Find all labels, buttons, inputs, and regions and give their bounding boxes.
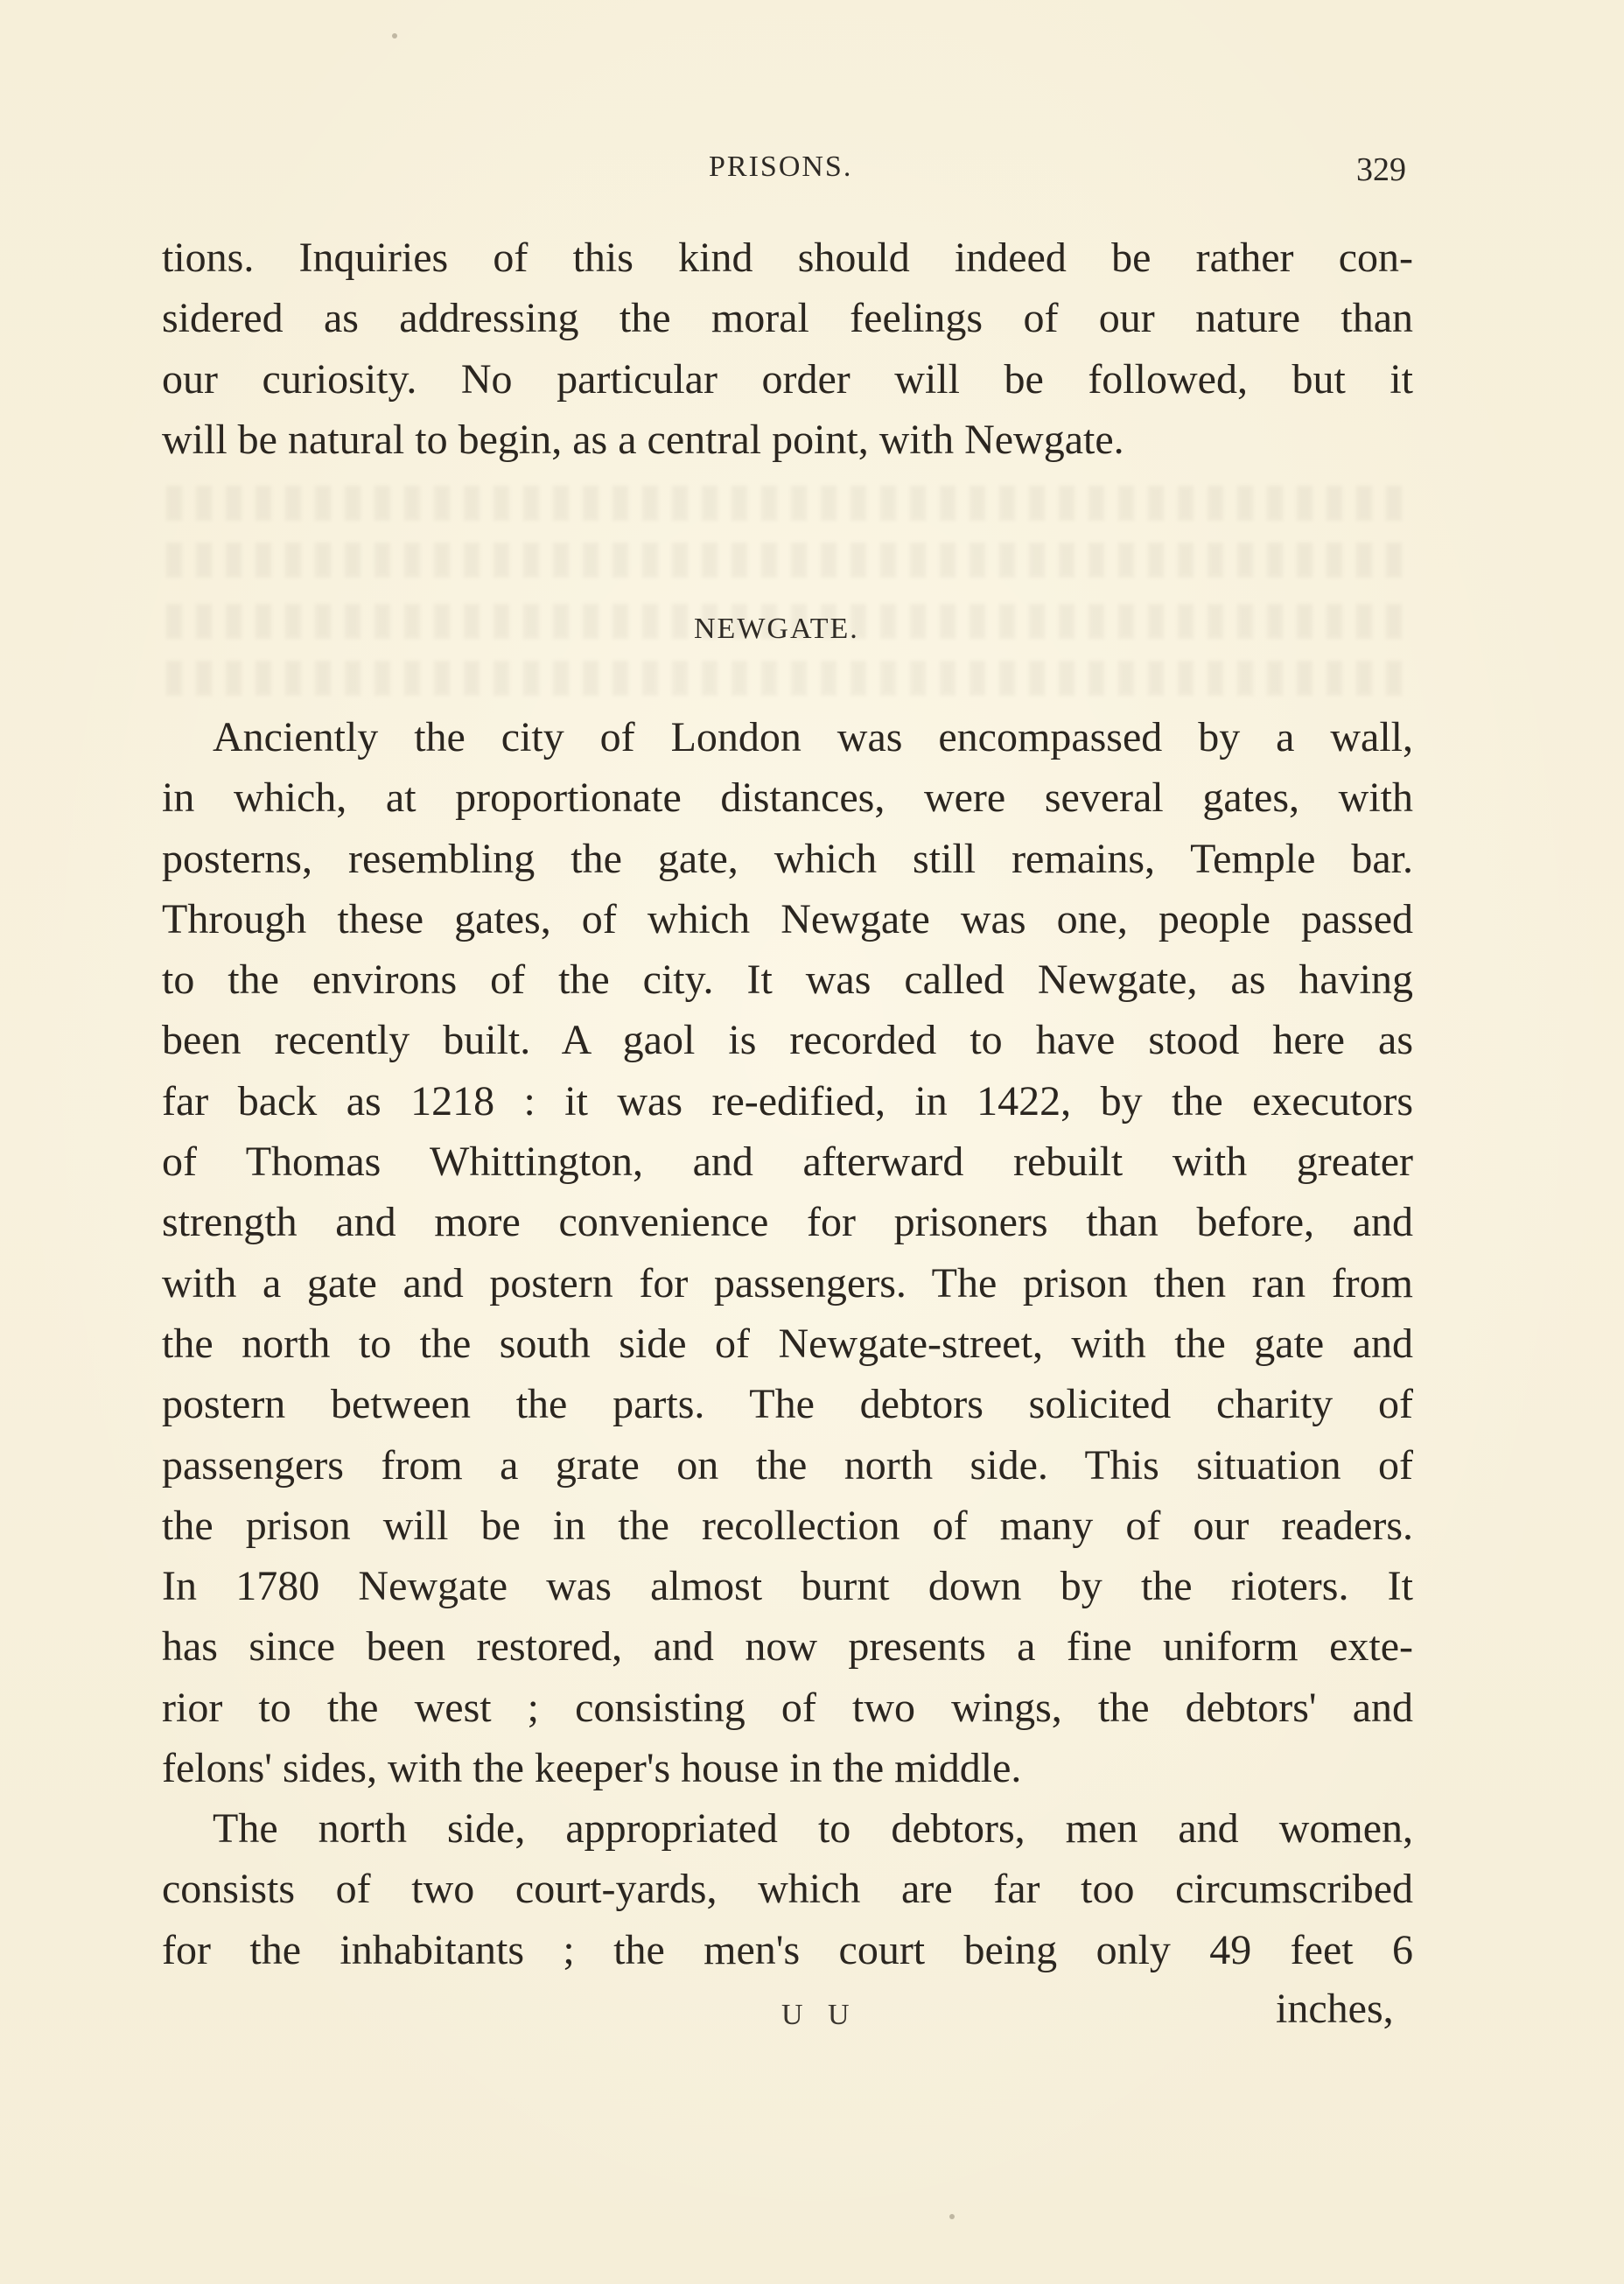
text-line: tions. Inquiries of this kind should indeed be rather con-: [162, 235, 1413, 281]
text-line: Anciently the city of London was encompassed by a wall,: [213, 714, 1413, 760]
show-through-texture: [166, 543, 1409, 578]
text-line: in which, at proportionate distances, were several gates, with: [162, 774, 1413, 822]
text-line: with a gate and postern for passengers. The prison then ran from: [162, 1259, 1413, 1307]
paper-speck: [949, 2214, 955, 2219]
text-line: The north side, appropriated to debtors, men and women,: [213, 1805, 1413, 1852]
text-line: felons' sides, with the keeper's house in the middle.: [162, 1745, 1022, 1792]
text-line: the prison will be in the recollection of many of our readers.: [162, 1502, 1413, 1549]
section-title: NEWGATE.: [694, 613, 859, 645]
text-line: for the inhabitants ; the men's court being only 49 feet 6: [162, 1926, 1413, 1973]
text-line: to the environs of the city. It was called Newgate, as having: [162, 956, 1413, 1004]
text-line: our curiosity. No particular order will be followed, but it: [162, 355, 1413, 403]
text-line: strength and more convenience for prisoners than before, and: [162, 1199, 1413, 1246]
text-line: will be natural to begin, as a central point, with Newgate.: [162, 416, 1124, 463]
show-through-texture: [166, 486, 1409, 521]
text-line: sidered as addressing the moral feelings of our nature than: [162, 295, 1413, 342]
text-line: In 1780 Newgate was almost burnt down by the rioters. It: [162, 1563, 1413, 1610]
paper-speck: [392, 33, 397, 39]
page-number: 329: [1356, 151, 1406, 188]
show-through-texture: [166, 661, 1409, 696]
text-line: Through these gates, of which Newgate was one, people passed: [162, 895, 1413, 942]
text-line: the north to the south side of Newgate-street, with the gate and: [162, 1320, 1413, 1367]
text-line: has since been restored, and now presents a fine uniform exte-: [162, 1623, 1413, 1671]
catchword: inches,: [1276, 1986, 1394, 2032]
paragraph-north-side: [162, 1798, 1413, 1980]
text-line: consists of two court-yards, which are far too circumscribed: [162, 1866, 1413, 1913]
text-line: of Thomas Whittington, and afterward rebuilt with greater: [162, 1138, 1413, 1186]
signature-mark: U U: [781, 1999, 858, 2031]
paragraph-newgate-history: [162, 707, 1413, 1798]
running-head: PRISONS.: [709, 151, 853, 183]
text-line: postern between the parts. The debtors solicited charity of: [162, 1381, 1413, 1428]
text-line: posterns, resembling the gate, which still remains, Temple bar.: [162, 835, 1413, 882]
intro-paragraph: [162, 228, 1413, 470]
text-line: been recently built. A gaol is recorded to have stood here as: [162, 1017, 1413, 1064]
text-line: passengers from a grate on the north side. This situation of: [162, 1441, 1413, 1489]
text-line: far back as 1218 : it was re-edified, in 1422, by the executors: [162, 1077, 1413, 1124]
text-line: rior to the west ; consisting of two wings, the debtors' and: [162, 1684, 1413, 1731]
